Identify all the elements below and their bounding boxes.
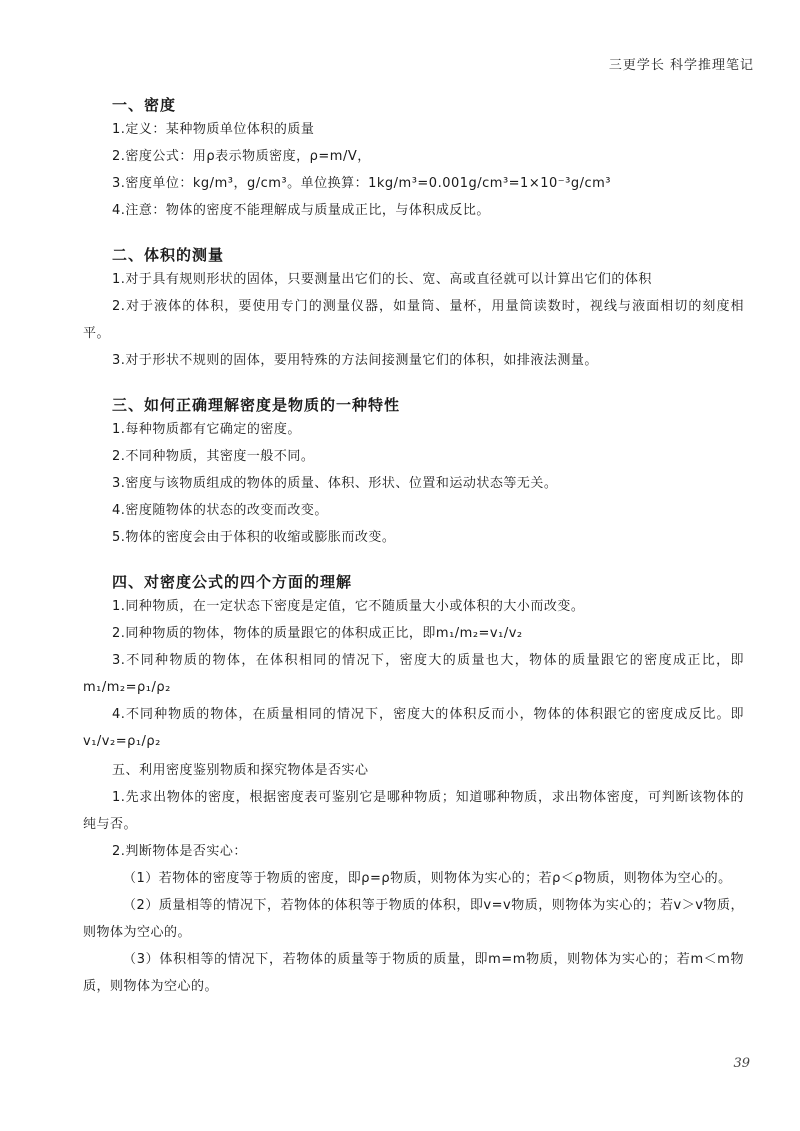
paragraph: 4.注意：物体的密度不能理解成与质量成正比，与体积成反比。: [112, 203, 490, 218]
paragraph: 1.对于具有规则形状的固体，只要测量出它们的长、宽、高或直径就可以计算出它们的体积: [112, 272, 652, 287]
paragraph: （1）若物体的密度等于物质的密度，即ρ=ρ物质，则物体为实心的；若ρ＜ρ物质，则物体为空心的。: [123, 871, 732, 886]
paragraph: （3）体积相等的情况下，若物体的质量等于物质的质量，即m=m物质，则物体为实心的；若m＜m物质，则物体为空心的。: [83, 952, 744, 994]
paragraph: 1.先求出物体的密度，根据密度表可鉴别它是哪种物质；知道哪种物质，求出物体密度，可判断该物体的纯与否。: [83, 790, 744, 832]
paragraph: 3.密度与该物质组成的物体的质量、体积、形状、位置和运动状态等无关。: [112, 476, 558, 491]
paragraph: 1.每种物质都有它确定的密度。: [112, 422, 301, 437]
document-body: [83, 94, 744, 1018]
section-heading: 一、密度: [112, 96, 177, 114]
paragraph: 1.同种物质，在一定状态下密度是定值，它不随质量大小或体积的大小而改变。: [112, 599, 585, 614]
section-density: [112, 94, 744, 224]
section-volume: [83, 244, 744, 374]
paragraph: 2.密度公式：用ρ表示物质密度，ρ=m/V，: [112, 149, 371, 164]
paragraph: 2.不同种物质，其密度一般不同。: [112, 449, 315, 464]
paragraph: 3.不同种物质的物体，在体积相同的情况下，密度大的质量也大，物体的质量跟它的密度成正比，即m₁/m₂=ρ₁/ρ₂: [83, 653, 744, 695]
paragraph: 2.同种物质的物体，物体的质量跟它的体积成正比，即m₁/m₂=v₁/v₂: [112, 626, 523, 641]
section-property: [112, 394, 744, 551]
paragraph: 5.物体的密度会由于体积的收缩或膨胀而改变。: [112, 530, 396, 545]
paragraph: （2）质量相等的情况下，若物体的体积等于物质的体积，即v=v物质，则物体为实心的；若v＞v物质，则物体为空心的。: [83, 898, 744, 940]
section-identify: [83, 757, 744, 1000]
paragraph: 1.定义：某种物质单位体积的质量: [112, 122, 315, 137]
page-number: 39: [733, 1056, 750, 1071]
page-header: 三更学长 科学推理笔记: [608, 58, 754, 73]
paragraph: 2.对于液体的体积，要使用专门的测量仪器，如量筒、量杯，用量筒读数时，视线与液面相切的刻度相平。: [83, 299, 744, 341]
paragraph: 4.密度随物体的状态的改变而改变。: [112, 503, 328, 518]
paragraph: 4.不同种物质的物体，在质量相同的情况下，密度大的体积反而小，物体的体积跟它的密度成反比。即v₁/v₂=ρ₁/ρ₂: [83, 707, 744, 749]
section-heading: 三、如何正确理解密度是物质的一种特性: [112, 396, 401, 414]
paragraph: 3.密度单位：kg/m³，g/cm³。单位换算：1kg/m³=0.001g/cm³=1×10⁻³g/cm³: [112, 176, 611, 191]
section-heading: 五、利用密度鉴别物质和探究物体是否实心: [112, 763, 369, 778]
section-heading: 二、体积的测量: [112, 246, 225, 264]
paragraph: 3.对于形状不规则的固体，要用特殊的方法间接测量它们的体积，如排液法测量。: [112, 353, 598, 368]
section-heading: 四、对密度公式的四个方面的理解: [112, 573, 353, 591]
paragraph: 2.判断物体是否实心：: [112, 844, 247, 859]
section-formula: [83, 571, 744, 755]
